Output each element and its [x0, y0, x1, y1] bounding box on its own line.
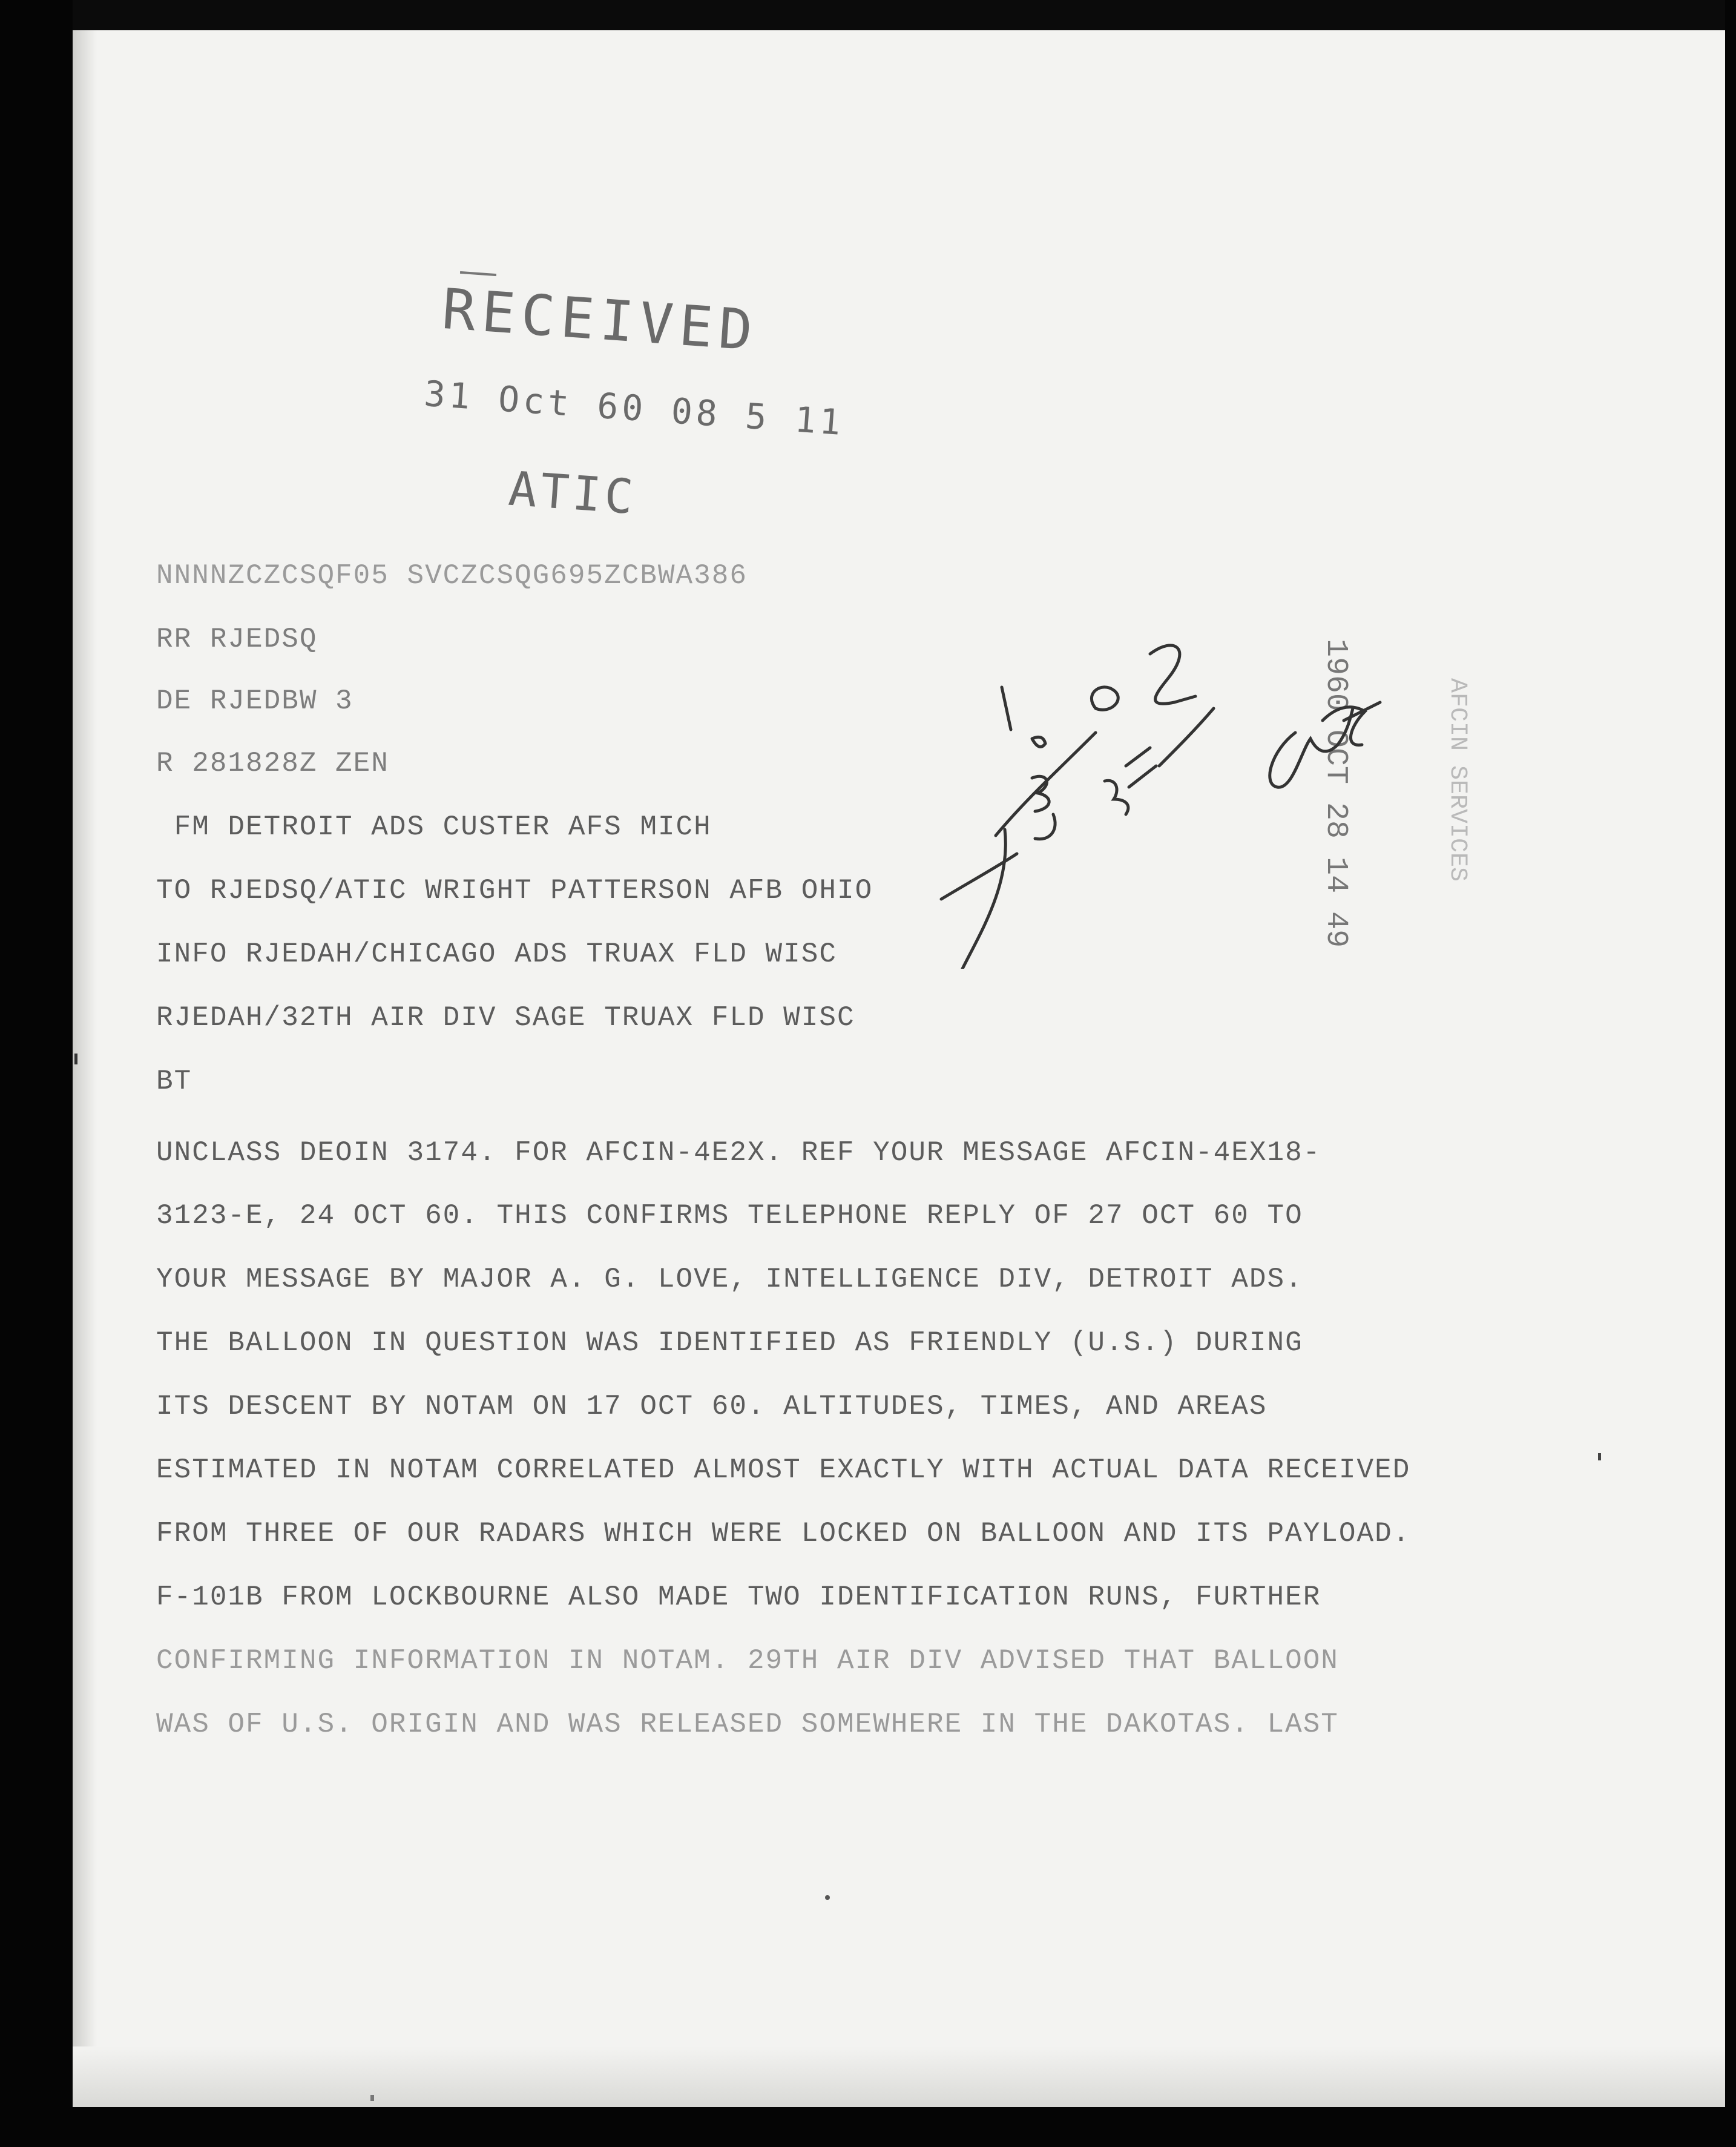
page-edge-shadow: [73, 30, 97, 2107]
body-line-2: 3123-E, 24 OCT 60. THIS CONFIRMS TELEPHONE REPLY OF 27 OCT 60 TO: [156, 1200, 1303, 1232]
received-stamp-office: ATIC: [507, 461, 639, 526]
handwritten-annotation: [920, 630, 1465, 969]
scan-border-left: [0, 0, 73, 2147]
body-line-9: CONFIRMING INFORMATION IN NOTAM. 29TH AIR DIV ADVISED THAT BALLOON: [156, 1645, 1339, 1677]
info-line-2: RJEDAH/32TH AIR DIV SAGE TRUAX FLD WISC: [156, 1002, 855, 1034]
body-line-3: YOUR MESSAGE BY MAJOR A. G. LOVE, INTELLIGENCE DIV, DETROIT ADS.: [156, 1264, 1303, 1295]
routing-line-1: NNNNZCZCSQF05 SVCZCSQG695ZCBWA386: [156, 560, 748, 592]
routing-line-4: R 281828Z ZEN: [156, 748, 389, 779]
speck: [1598, 1453, 1601, 1460]
body-line-4: THE BALLOON IN QUESTION WAS IDENTIFIED AS FRIENDLY (U.S.) DURING: [156, 1327, 1303, 1359]
body-line-5: ITS DESCENT BY NOTAM ON 17 OCT 60. ALTITUDES, TIMES, AND AREAS: [156, 1391, 1267, 1422]
break-line: BT: [156, 1066, 192, 1097]
info-line-1: INFO RJEDAH/CHICAGO ADS TRUAX FLD WISC: [156, 938, 837, 970]
routing-line-2: RR RJEDSQ: [156, 624, 318, 655]
speck: [825, 1895, 830, 1900]
scan-border-right: [1725, 0, 1736, 2147]
received-stamp: RECEIVED: [439, 276, 761, 364]
document-page: [73, 30, 1725, 2107]
received-stamp-date: 31 Oct 60 08 5 11: [422, 372, 846, 444]
to-line: TO RJEDSQ/ATIC WRIGHT PATTERSON AFB OHIO: [156, 875, 873, 906]
body-line-10: WAS OF U.S. ORIGIN AND WAS RELEASED SOMEWHERE IN THE DAKOTAS. LAST: [156, 1709, 1339, 1740]
page-bottom-shade: [73, 2046, 1725, 2107]
vertical-date-stamp: 1960 OCT 28 14 49: [1318, 639, 1353, 948]
body-line-1: UNCLASS DEOIN 3174. FOR AFCIN-4E2X. REF YOUR MESSAGE AFCIN-4EX18-: [156, 1137, 1321, 1169]
body-line-6: ESTIMATED IN NOTAM CORRELATED ALMOST EXACTLY WITH ACTUAL DATA RECEIVED: [156, 1454, 1411, 1486]
body-line-7: FROM THREE OF OUR RADARS WHICH WERE LOCKED ON BALLOON AND ITS PAYLOAD.: [156, 1518, 1411, 1549]
body-line-8: F-101B FROM LOCKBOURNE ALSO MADE TWO IDENTIFICATION RUNS, FURTHER: [156, 1581, 1321, 1613]
speck: [74, 1054, 77, 1064]
scan-border-bottom: [0, 2107, 1736, 2147]
speck: [370, 2095, 374, 2101]
routing-line-3: DE RJEDBW 3: [156, 685, 353, 717]
from-line: FM DETROIT ADS CUSTER AFS MICH: [156, 811, 712, 843]
vertical-org-stamp: AFCIN SERVICES: [1444, 678, 1471, 882]
